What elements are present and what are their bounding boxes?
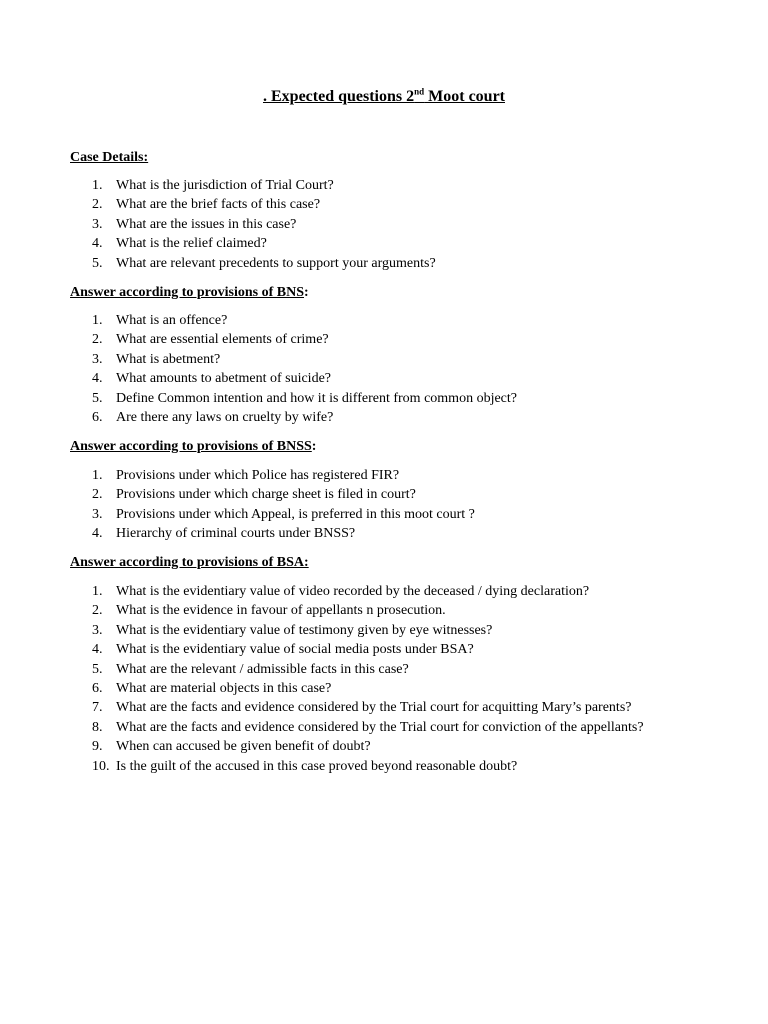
case-details-list	[0, 176, 768, 273]
list-item	[0, 485, 768, 504]
list-item-number: 8.	[92, 719, 103, 735]
list-item	[0, 601, 768, 620]
list-item-text: Are there any laws on cruelty by wife?	[116, 410, 334, 426]
list-item-number: 3.	[92, 216, 103, 232]
list-item-number: 2.	[92, 332, 103, 348]
title-superscript: nd	[414, 86, 425, 97]
list-item-number: 10.	[92, 758, 110, 774]
list-item	[0, 582, 768, 601]
list-item-text: What is the evidentiary value of video recorded by the deceased / dying declaration?	[116, 584, 590, 599]
list-item-text: What is the jurisdiction of Trial Court?	[116, 178, 334, 193]
list-item	[0, 176, 768, 195]
list-item-number: 3.	[92, 622, 103, 638]
section-heading-text: Answer according to provisions of BSA:	[70, 555, 309, 570]
list-item-text: What is an offence?	[116, 313, 228, 328]
list-item-number: 2.	[92, 487, 103, 503]
list-item	[0, 698, 768, 717]
page-title-underlined	[263, 88, 505, 105]
list-item-text: What are the brief facts of this case?	[116, 197, 321, 213]
list-item-number: 4.	[92, 371, 103, 387]
list-item-number: 9.	[92, 739, 103, 755]
list-item	[0, 350, 768, 369]
list-item-text: What are the issues in this case?	[116, 216, 297, 232]
list-item-number: 2.	[92, 197, 103, 213]
list-item-text: Provisions under which Appeal, is preferred in this moot court ?	[116, 506, 475, 522]
section-heading-bnss	[70, 438, 316, 456]
list-item-text: What are essential elements of crime?	[116, 332, 329, 348]
list-item	[0, 389, 768, 408]
bsa-list	[0, 582, 768, 776]
list-item-number: 1.	[92, 313, 103, 328]
list-item-text: Is the guilt of the accused in this case proved beyond reasonable doubt?	[116, 758, 518, 774]
section-heading-text: Case Details:	[70, 150, 149, 165]
page-title	[0, 86, 768, 108]
list-item	[0, 505, 768, 524]
list-item	[0, 254, 768, 273]
section-heading-tail: :	[304, 285, 309, 300]
list-item-number: 6.	[92, 410, 103, 426]
list-item-number: 2.	[92, 603, 103, 619]
list-item	[0, 660, 768, 679]
list-item-text: Provisions under which Police has registered FIR?	[116, 468, 400, 483]
list-item	[0, 640, 768, 659]
list-item	[0, 330, 768, 349]
list-item-number: 4.	[92, 236, 103, 252]
list-item-number: 3.	[92, 506, 103, 522]
list-item	[0, 215, 768, 234]
list-item	[0, 408, 768, 427]
list-item-text: What is the evidentiary value of social media posts under BSA?	[116, 642, 474, 658]
list-item-text: What are the relevant / admissible facts in this case?	[116, 661, 409, 677]
list-item	[0, 621, 768, 640]
list-item-text: What is the evidence in favour of appellants n prosecution.	[116, 603, 446, 619]
list-item-number: 5.	[92, 661, 103, 677]
list-item-text: What are material objects in this case?	[116, 681, 332, 697]
list-item-number: 1.	[92, 178, 103, 193]
section-heading-text: Answer according to provisions of BNS	[70, 285, 305, 300]
list-item	[0, 718, 768, 737]
list-item-text: What amounts to abetment of suicide?	[116, 371, 331, 387]
list-item-number: 6.	[92, 681, 103, 697]
list-item-text: What is the relief claimed?	[116, 236, 267, 252]
list-item-text: Provisions under which charge sheet is filed in court?	[116, 487, 416, 503]
list-item	[0, 195, 768, 214]
list-item-text: What are the facts and evidence considered by the Trial court for acquitting Mary’s parents?	[116, 700, 632, 716]
list-item	[0, 466, 768, 485]
list-item-number: 5.	[92, 390, 103, 406]
list-item	[0, 234, 768, 253]
bnss-list	[0, 466, 768, 544]
title-prefix: . Expected questions 2	[263, 88, 415, 105]
section-heading-bsa	[70, 554, 309, 572]
list-item	[0, 679, 768, 698]
section-heading-tail: :	[311, 439, 317, 454]
section-heading-case-details	[70, 149, 148, 167]
section-heading-text: Answer according to provisions of BNSS	[70, 439, 312, 454]
list-item-number: 4.	[92, 642, 103, 658]
title-suffix: Moot court	[424, 88, 505, 105]
list-item-number: 5.	[92, 255, 103, 271]
list-item	[0, 757, 768, 776]
list-item-text: Define Common intention and how it is different from common object?	[116, 390, 517, 406]
list-item-number: 3.	[92, 351, 103, 367]
list-item-text: What is abetment?	[116, 351, 221, 367]
section-heading-bns	[70, 284, 309, 302]
list-item-number: 1.	[92, 584, 103, 599]
list-item-text: Hierarchy of criminal courts under BNSS?	[116, 526, 356, 542]
list-item	[0, 524, 768, 543]
list-item	[0, 737, 768, 756]
list-item	[0, 369, 768, 388]
list-item-number: 4.	[92, 526, 103, 542]
list-item-text: When can accused be given benefit of doubt?	[116, 739, 371, 755]
list-item-number: 7.	[92, 700, 103, 716]
bns-list	[0, 311, 768, 427]
list-item-number: 1.	[92, 468, 103, 483]
list-item-text: What is the evidentiary value of testimony given by eye witnesses?	[116, 622, 493, 638]
list-item-text: What are relevant precedents to support your arguments?	[116, 255, 436, 271]
list-item-text: What are the facts and evidence considered by the Trial court for conviction of the appellants?	[116, 719, 644, 735]
list-item	[0, 311, 768, 330]
